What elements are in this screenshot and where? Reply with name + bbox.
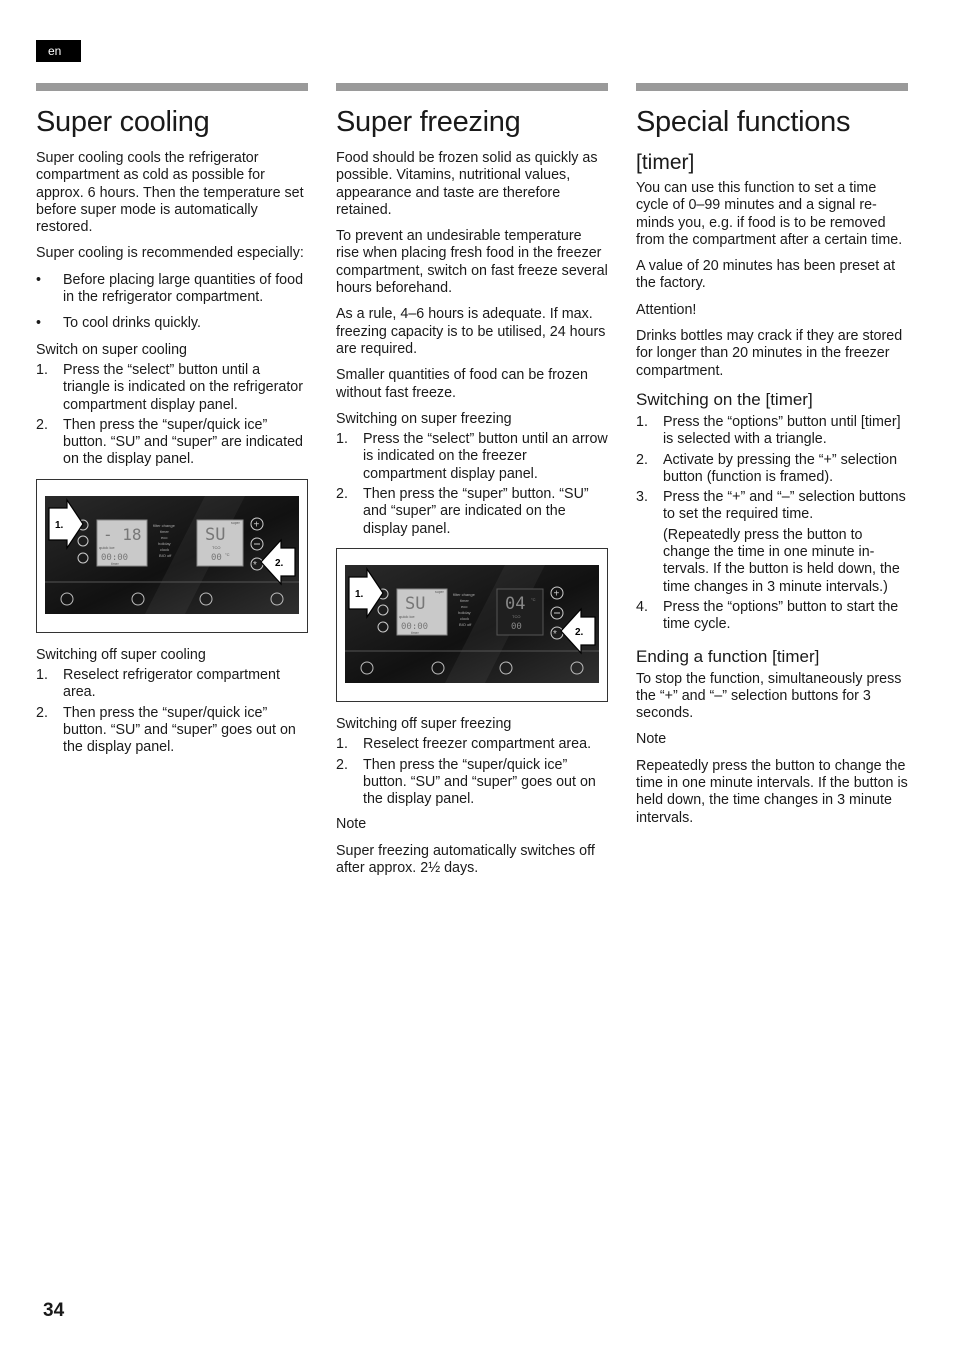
svg-text:00: 00 (211, 552, 222, 563)
column-super-cooling (36, 83, 308, 765)
section-title: Super freezing (336, 106, 521, 138)
list-item: 1. Press the “select” button until an arrow is indicated on the freezer compartment display panel. (336, 431, 608, 482)
list-item: 1. Reselect refrigerator compartment area. (36, 667, 280, 701)
paragraph: Food should be frozen solid as quickly as possible. Vitamins, nutritional values, appearance and taste are therefore retained. (336, 150, 598, 218)
list-item: 1. Reselect freezer compartment area. (336, 736, 592, 753)
svg-text:clock: clock (460, 615, 470, 621)
svg-text:TCO: TCO (212, 544, 221, 550)
section-bar (36, 83, 308, 91)
note-heading: Note (336, 816, 367, 833)
svg-text:quick ice: quick ice (99, 544, 115, 550)
svg-text:quick ice: quick ice (399, 613, 415, 619)
display-super-text: SU (405, 593, 426, 614)
svg-text:eco: eco (461, 603, 468, 609)
svg-text:timer: timer (411, 630, 419, 635)
svg-text:super: super (435, 589, 444, 594)
note-text: Super freezing automatically switches off after approx. 2½ days. (336, 842, 595, 877)
paragraph: As a rule, 4–6 hours is adequate. If max. freezing capacity is to be utilised, 24 hours are required. (336, 306, 606, 357)
list-item: 2. Then press the “super” button. “SU” and “super” are indicated on the display panel. (336, 486, 589, 537)
step-list (36, 667, 308, 756)
subheading: Switch on super cooling (36, 341, 187, 358)
list-item: 2. Activate by pressing the “+” selection button (function is framed). (636, 451, 898, 485)
step-list (336, 431, 608, 538)
svg-text:2.: 2. (575, 626, 584, 638)
list-item: 3. Press the “+” and “–” selection buttons to set the required time. (Repeatedly press the button to change the time in one minute intervals. If the button is held down, the time changes in 3 minute intervals.) (636, 489, 906, 595)
svg-text:TCO: TCO (512, 613, 521, 619)
language-tag: en (36, 40, 81, 62)
paragraph: Super cooling cools the refrigerator compartment as cold as possible for approx. 6 hours. Then the temperature set before super mode is automatically restored. (36, 150, 304, 236)
list-item: • Before placing large quantities of food in the refrigerator compartment. (36, 271, 304, 306)
bullet-mark: • (36, 315, 42, 332)
svg-text:2.: 2. (275, 557, 284, 569)
attention-text: Drinks bottles may crack if they are stored for longer than 20 minutes in the freezer compartment. (636, 328, 903, 379)
list-item: 4. Press the “options” button to start the time cycle. (636, 598, 899, 633)
subheading: Switching off super freezing (336, 715, 512, 732)
paragraph: To stop the function, simultaneously press the “+” and “–” selection buttons for 3 seconds. (636, 670, 902, 722)
timer-heading: [timer] (636, 151, 695, 174)
control-panel-image (345, 565, 599, 683)
subheading: Ending a function [timer] (636, 646, 820, 666)
svg-text:filter change: filter change (153, 522, 175, 528)
section-bar (336, 83, 608, 91)
display-temperature-text: 04 (505, 593, 526, 614)
paragraph: A value of 20 minutes has been preset at the factory. (636, 258, 896, 292)
display-super-text: SU (205, 524, 226, 545)
svg-text:timer: timer (111, 561, 119, 566)
list-item: 1. Press the “select” button until a triangle is indicated on the refrigerator compartment display panel. (36, 361, 304, 413)
paragraph: Super cooling is recommended especially: (36, 245, 304, 262)
svg-text:timer: timer (460, 597, 469, 603)
attention-heading: Attention! (636, 301, 697, 318)
svg-text:eco: eco (161, 534, 168, 540)
svg-text:00: 00 (511, 621, 522, 632)
section-title: Special functions (636, 106, 851, 138)
list-item: 2. Then press the “super/quick ice” button. “SU” and “super” are indicated on the display panel. (36, 416, 303, 468)
paragraph: You can use this function to set a time cycle of 0–99 minutes and a signal reminds you, e.g. if food is to be removed from the compartment after a certain time. (636, 180, 903, 248)
list-item: 2. Then press the “super/quick ice” button. “SU” and “super” goes out on the display panel. (336, 756, 596, 808)
subheading: Switching on the [timer] (636, 389, 813, 409)
svg-text:*: * (553, 628, 557, 640)
display-temperature-text: - 18 (103, 524, 142, 544)
control-panel-image (45, 496, 299, 614)
bullet-list (36, 272, 308, 333)
step-list (336, 736, 608, 808)
column-super-freezing (336, 83, 608, 886)
list-item: 2. Then press the “super/quick ice” button. “SU” and “super” goes out on the display panel. (36, 704, 296, 756)
svg-text:holiday: holiday (458, 609, 471, 615)
subheading: Switching off super cooling (36, 646, 206, 663)
note-text: Repeatedly press the button to change the time in one minute intervals. If the button is held down, the time changes in 3 minute intervals. (636, 757, 908, 826)
step-list (36, 362, 308, 469)
svg-text:super: super (231, 520, 240, 525)
svg-text:BIO off: BIO off (459, 621, 472, 627)
list-item: • To cool drinks quickly. (36, 315, 201, 332)
bullet-mark: • (36, 271, 42, 288)
page-number: 34 (43, 1300, 65, 1321)
svg-text:timer: timer (160, 528, 169, 534)
control-panel-figure (36, 479, 308, 633)
paragraph: To prevent an undesirable temperature rise when placing fresh food in the freezer compartment, switch on fast freeze several hours beforehand. (336, 228, 608, 297)
svg-text:BIO off: BIO off (159, 552, 172, 558)
step-list (636, 414, 908, 634)
svg-text:clock: clock (160, 546, 170, 552)
svg-text:filter change: filter change (453, 591, 475, 597)
subheading: Switching on super freezing (336, 410, 512, 427)
svg-text:1.: 1. (55, 519, 64, 531)
paragraph: Smaller quantities of food can be frozen without fast freeze. (336, 367, 588, 401)
section-bar (636, 83, 908, 91)
svg-text:+: + (253, 519, 260, 531)
svg-text:°C: °C (225, 551, 230, 557)
svg-text:*: * (253, 559, 257, 571)
column-special-functions (636, 83, 908, 836)
svg-text:holiday: holiday (158, 540, 171, 546)
svg-text:+: + (553, 588, 560, 600)
svg-text:00:00: 00:00 (101, 552, 129, 563)
section-title: Super cooling (36, 106, 210, 138)
svg-text:°C: °C (531, 596, 536, 602)
note-heading: Note (636, 731, 667, 748)
list-item: 1. Press the “options” button until [timer] is selected with a triangle. (636, 413, 901, 448)
svg-text:00:00: 00:00 (401, 621, 429, 632)
control-panel-figure (336, 548, 608, 702)
svg-text:1.: 1. (355, 588, 364, 600)
